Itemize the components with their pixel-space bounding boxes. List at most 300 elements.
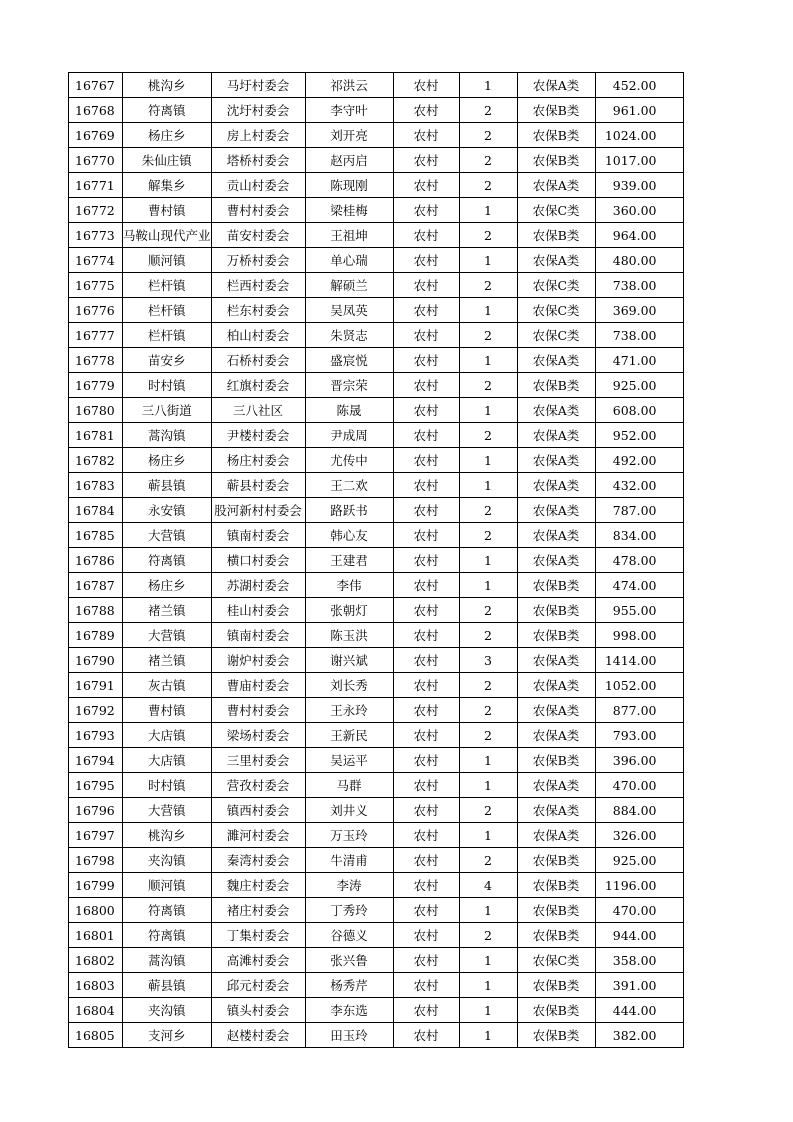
name-cell: 韩心友 bbox=[305, 523, 393, 548]
table-row bbox=[69, 848, 684, 873]
township-cell: 蕲县镇 bbox=[123, 973, 212, 998]
amount-cell: 492.00 bbox=[595, 448, 683, 473]
household-size-cell: 1 bbox=[459, 298, 517, 323]
township-cell: 夹沟镇 bbox=[123, 998, 212, 1023]
record-id-cell: 16797 bbox=[69, 823, 123, 848]
village-committee-cell: 镇西村委会 bbox=[211, 798, 305, 823]
village-committee-cell: 桂山村委会 bbox=[211, 598, 305, 623]
amount-cell: 432.00 bbox=[595, 473, 683, 498]
name-cell: 尤传中 bbox=[305, 448, 393, 473]
household-size-cell: 2 bbox=[459, 598, 517, 623]
table-row bbox=[69, 323, 684, 348]
record-id-cell: 16773 bbox=[69, 223, 123, 248]
table-row bbox=[69, 873, 684, 898]
record-id-cell: 16778 bbox=[69, 348, 123, 373]
amount-cell: 471.00 bbox=[595, 348, 683, 373]
table-row bbox=[69, 973, 684, 998]
record-id-cell: 16785 bbox=[69, 523, 123, 548]
name-cell: 丁秀玲 bbox=[305, 898, 393, 923]
record-id-cell: 16799 bbox=[69, 873, 123, 898]
household-size-cell: 1 bbox=[459, 823, 517, 848]
name-cell: 谷德义 bbox=[305, 923, 393, 948]
village-committee-cell: 濉河村委会 bbox=[211, 823, 305, 848]
household-type-cell: 农村 bbox=[393, 898, 459, 923]
name-cell: 解硕兰 bbox=[305, 273, 393, 298]
village-committee-cell: 股河新村村委会 bbox=[211, 498, 305, 523]
name-cell: 王新民 bbox=[305, 723, 393, 748]
name-cell: 王二欢 bbox=[305, 473, 393, 498]
household-size-cell: 1 bbox=[459, 348, 517, 373]
name-cell: 吴凤英 bbox=[305, 298, 393, 323]
household-size-cell: 2 bbox=[459, 423, 517, 448]
village-committee-cell: 赵楼村委会 bbox=[211, 1023, 305, 1048]
amount-cell: 1024.00 bbox=[595, 123, 683, 148]
insurance-category-cell: 农保C类 bbox=[517, 198, 595, 223]
table-row bbox=[69, 498, 684, 523]
amount-cell: 478.00 bbox=[595, 548, 683, 573]
name-cell: 王建君 bbox=[305, 548, 393, 573]
amount-cell: 326.00 bbox=[595, 823, 683, 848]
village-committee-cell: 镇南村委会 bbox=[211, 523, 305, 548]
household-size-cell: 2 bbox=[459, 923, 517, 948]
household-type-cell: 农村 bbox=[393, 273, 459, 298]
township-cell: 桃沟乡 bbox=[123, 823, 212, 848]
record-id-cell: 16779 bbox=[69, 373, 123, 398]
table-row bbox=[69, 298, 684, 323]
household-type-cell: 农村 bbox=[393, 73, 459, 98]
insurance-category-cell: 农保B类 bbox=[517, 148, 595, 173]
household-type-cell: 农村 bbox=[393, 448, 459, 473]
record-id-cell: 16801 bbox=[69, 923, 123, 948]
township-cell: 永安镇 bbox=[123, 498, 212, 523]
amount-cell: 608.00 bbox=[595, 398, 683, 423]
table-row bbox=[69, 98, 684, 123]
name-cell: 梁桂梅 bbox=[305, 198, 393, 223]
name-cell: 尹成周 bbox=[305, 423, 393, 448]
township-cell: 三八街道 bbox=[123, 398, 212, 423]
amount-cell: 444.00 bbox=[595, 998, 683, 1023]
township-cell: 褚兰镇 bbox=[123, 598, 212, 623]
record-id-cell: 16786 bbox=[69, 548, 123, 573]
township-cell: 符离镇 bbox=[123, 548, 212, 573]
village-committee-cell: 塔桥村委会 bbox=[211, 148, 305, 173]
insurance-category-cell: 农保A类 bbox=[517, 698, 595, 723]
name-cell: 田玉玲 bbox=[305, 1023, 393, 1048]
amount-cell: 964.00 bbox=[595, 223, 683, 248]
insurance-category-cell: 农保B类 bbox=[517, 98, 595, 123]
table-row bbox=[69, 398, 684, 423]
table-row bbox=[69, 73, 684, 98]
village-committee-cell: 栏西村委会 bbox=[211, 273, 305, 298]
name-cell: 牛清甫 bbox=[305, 848, 393, 873]
household-type-cell: 农村 bbox=[393, 423, 459, 448]
record-id-cell: 16790 bbox=[69, 648, 123, 673]
insurance-category-cell: 农保B类 bbox=[517, 223, 595, 248]
household-type-cell: 农村 bbox=[393, 223, 459, 248]
insurance-category-cell: 农保A类 bbox=[517, 498, 595, 523]
amount-cell: 787.00 bbox=[595, 498, 683, 523]
amount-cell: 1196.00 bbox=[595, 873, 683, 898]
household-size-cell: 2 bbox=[459, 173, 517, 198]
household-size-cell: 1 bbox=[459, 1023, 517, 1048]
record-id-cell: 16798 bbox=[69, 848, 123, 873]
township-cell: 栏杆镇 bbox=[123, 298, 212, 323]
table-row bbox=[69, 173, 684, 198]
household-size-cell: 2 bbox=[459, 98, 517, 123]
insurance-category-cell: 农保C类 bbox=[517, 948, 595, 973]
village-committee-cell: 丁集村委会 bbox=[211, 923, 305, 948]
amount-cell: 877.00 bbox=[595, 698, 683, 723]
household-size-cell: 1 bbox=[459, 948, 517, 973]
table-row bbox=[69, 723, 684, 748]
township-cell: 顺河镇 bbox=[123, 873, 212, 898]
record-id-cell: 16776 bbox=[69, 298, 123, 323]
record-id-cell: 16782 bbox=[69, 448, 123, 473]
household-type-cell: 农村 bbox=[393, 198, 459, 223]
amount-cell: 998.00 bbox=[595, 623, 683, 648]
village-committee-cell: 魏庄村委会 bbox=[211, 873, 305, 898]
household-size-cell: 1 bbox=[459, 198, 517, 223]
township-cell: 栏杆镇 bbox=[123, 323, 212, 348]
village-committee-cell: 曹村村委会 bbox=[211, 198, 305, 223]
village-committee-cell: 栏东村委会 bbox=[211, 298, 305, 323]
household-type-cell: 农村 bbox=[393, 723, 459, 748]
household-type-cell: 农村 bbox=[393, 773, 459, 798]
record-id-cell: 16793 bbox=[69, 723, 123, 748]
insurance-category-cell: 农保A类 bbox=[517, 798, 595, 823]
village-committee-cell: 曹村村委会 bbox=[211, 698, 305, 723]
name-cell: 吴运平 bbox=[305, 748, 393, 773]
amount-cell: 358.00 bbox=[595, 948, 683, 973]
household-size-cell: 2 bbox=[459, 123, 517, 148]
amount-cell: 474.00 bbox=[595, 573, 683, 598]
township-cell: 栏杆镇 bbox=[123, 273, 212, 298]
record-id-cell: 16769 bbox=[69, 123, 123, 148]
table-row bbox=[69, 948, 684, 973]
township-cell: 杨庄乡 bbox=[123, 448, 212, 473]
household-type-cell: 农村 bbox=[393, 948, 459, 973]
insurance-category-cell: 农保B类 bbox=[517, 748, 595, 773]
household-size-cell: 2 bbox=[459, 698, 517, 723]
amount-cell: 738.00 bbox=[595, 273, 683, 298]
household-type-cell: 农村 bbox=[393, 173, 459, 198]
village-committee-cell: 高滩村委会 bbox=[211, 948, 305, 973]
village-committee-cell: 杨庄村委会 bbox=[211, 448, 305, 473]
household-type-cell: 农村 bbox=[393, 548, 459, 573]
household-size-cell: 2 bbox=[459, 723, 517, 748]
record-id-cell: 16800 bbox=[69, 898, 123, 923]
name-cell: 单心瑞 bbox=[305, 248, 393, 273]
table-row bbox=[69, 798, 684, 823]
table-row bbox=[69, 698, 684, 723]
household-type-cell: 农村 bbox=[393, 473, 459, 498]
amount-cell: 480.00 bbox=[595, 248, 683, 273]
name-cell: 杨秀芹 bbox=[305, 973, 393, 998]
township-cell: 时村镇 bbox=[123, 373, 212, 398]
record-id-cell: 16791 bbox=[69, 673, 123, 698]
household-type-cell: 农村 bbox=[393, 923, 459, 948]
township-cell: 解集乡 bbox=[123, 173, 212, 198]
insurance-category-cell: 农保A类 bbox=[517, 173, 595, 198]
household-type-cell: 农村 bbox=[393, 148, 459, 173]
name-cell: 王永玲 bbox=[305, 698, 393, 723]
household-size-cell: 1 bbox=[459, 973, 517, 998]
insurance-category-cell: 农保B类 bbox=[517, 873, 595, 898]
insurance-category-cell: 农保B类 bbox=[517, 898, 595, 923]
village-committee-cell: 尹楼村委会 bbox=[211, 423, 305, 448]
amount-cell: 884.00 bbox=[595, 798, 683, 823]
amount-cell: 1414.00 bbox=[595, 648, 683, 673]
amount-cell: 952.00 bbox=[595, 423, 683, 448]
amount-cell: 925.00 bbox=[595, 848, 683, 873]
name-cell: 晋宗荣 bbox=[305, 373, 393, 398]
insurance-category-cell: 农保B类 bbox=[517, 848, 595, 873]
record-id-cell: 16780 bbox=[69, 398, 123, 423]
township-cell: 苗安乡 bbox=[123, 348, 212, 373]
insurance-category-cell: 农保B类 bbox=[517, 623, 595, 648]
table-row bbox=[69, 573, 684, 598]
amount-cell: 470.00 bbox=[595, 773, 683, 798]
table-row bbox=[69, 223, 684, 248]
township-cell: 符离镇 bbox=[123, 923, 212, 948]
household-size-cell: 2 bbox=[459, 498, 517, 523]
village-committee-cell: 褚庄村委会 bbox=[211, 898, 305, 923]
insurance-category-cell: 农保A类 bbox=[517, 523, 595, 548]
household-type-cell: 农村 bbox=[393, 398, 459, 423]
household-size-cell: 2 bbox=[459, 148, 517, 173]
township-cell: 大营镇 bbox=[123, 523, 212, 548]
insurance-category-cell: 农保A类 bbox=[517, 448, 595, 473]
household-type-cell: 农村 bbox=[393, 698, 459, 723]
amount-cell: 1017.00 bbox=[595, 148, 683, 173]
township-cell: 大营镇 bbox=[123, 623, 212, 648]
name-cell: 陈晟 bbox=[305, 398, 393, 423]
village-committee-cell: 邱元村委会 bbox=[211, 973, 305, 998]
table-row bbox=[69, 823, 684, 848]
insurance-category-cell: 农保A类 bbox=[517, 548, 595, 573]
insurance-category-cell: 农保A类 bbox=[517, 648, 595, 673]
record-id-cell: 16777 bbox=[69, 323, 123, 348]
table-row bbox=[69, 923, 684, 948]
record-id-cell: 16770 bbox=[69, 148, 123, 173]
village-committee-cell: 房上村委会 bbox=[211, 123, 305, 148]
household-type-cell: 农村 bbox=[393, 123, 459, 148]
household-size-cell: 1 bbox=[459, 548, 517, 573]
record-id-cell: 16802 bbox=[69, 948, 123, 973]
insurance-category-cell: 农保B类 bbox=[517, 373, 595, 398]
household-type-cell: 农村 bbox=[393, 848, 459, 873]
table-row bbox=[69, 748, 684, 773]
table-body bbox=[69, 73, 684, 1048]
name-cell: 朱贤志 bbox=[305, 323, 393, 348]
township-cell: 蕲县镇 bbox=[123, 473, 212, 498]
record-id-cell: 16781 bbox=[69, 423, 123, 448]
township-cell: 曹村镇 bbox=[123, 198, 212, 223]
insurance-category-cell: 农保A类 bbox=[517, 398, 595, 423]
insurance-category-cell: 农保A类 bbox=[517, 673, 595, 698]
household-type-cell: 农村 bbox=[393, 748, 459, 773]
village-committee-cell: 苏湖村委会 bbox=[211, 573, 305, 598]
table-row bbox=[69, 523, 684, 548]
household-type-cell: 农村 bbox=[393, 823, 459, 848]
household-size-cell: 1 bbox=[459, 773, 517, 798]
name-cell: 李涛 bbox=[305, 873, 393, 898]
table-row bbox=[69, 273, 684, 298]
village-committee-cell: 沈圩村委会 bbox=[211, 98, 305, 123]
household-size-cell: 3 bbox=[459, 648, 517, 673]
record-id-cell: 16784 bbox=[69, 498, 123, 523]
name-cell: 刘开亮 bbox=[305, 123, 393, 148]
township-cell: 时村镇 bbox=[123, 773, 212, 798]
household-size-cell: 2 bbox=[459, 623, 517, 648]
household-type-cell: 农村 bbox=[393, 373, 459, 398]
record-id-cell: 16783 bbox=[69, 473, 123, 498]
household-size-cell: 2 bbox=[459, 223, 517, 248]
name-cell: 赵丙启 bbox=[305, 148, 393, 173]
table-row bbox=[69, 623, 684, 648]
amount-cell: 470.00 bbox=[595, 898, 683, 923]
amount-cell: 793.00 bbox=[595, 723, 683, 748]
record-id-cell: 16767 bbox=[69, 73, 123, 98]
township-cell: 杨庄乡 bbox=[123, 573, 212, 598]
insurance-category-cell: 农保A类 bbox=[517, 723, 595, 748]
household-size-cell: 4 bbox=[459, 873, 517, 898]
record-id-cell: 16772 bbox=[69, 198, 123, 223]
name-cell: 刘井义 bbox=[305, 798, 393, 823]
village-committee-cell: 三八社区 bbox=[211, 398, 305, 423]
name-cell: 刘长秀 bbox=[305, 673, 393, 698]
amount-cell: 360.00 bbox=[595, 198, 683, 223]
village-committee-cell: 镇头村委会 bbox=[211, 998, 305, 1023]
record-id-cell: 16788 bbox=[69, 598, 123, 623]
insurance-category-cell: 农保C类 bbox=[517, 273, 595, 298]
household-size-cell: 1 bbox=[459, 573, 517, 598]
table-row bbox=[69, 998, 684, 1023]
insurance-category-cell: 农保B类 bbox=[517, 573, 595, 598]
record-id-cell: 16805 bbox=[69, 1023, 123, 1048]
amount-cell: 834.00 bbox=[595, 523, 683, 548]
name-cell: 陈玉洪 bbox=[305, 623, 393, 648]
household-type-cell: 农村 bbox=[393, 873, 459, 898]
village-committee-cell: 柏山村委会 bbox=[211, 323, 305, 348]
record-id-cell: 16775 bbox=[69, 273, 123, 298]
insurance-category-cell: 农保B类 bbox=[517, 598, 595, 623]
household-type-cell: 农村 bbox=[393, 598, 459, 623]
township-cell: 曹村镇 bbox=[123, 698, 212, 723]
amount-cell: 738.00 bbox=[595, 323, 683, 348]
township-cell: 蒿沟镇 bbox=[123, 423, 212, 448]
township-cell: 朱仙庄镇 bbox=[123, 148, 212, 173]
household-type-cell: 农村 bbox=[393, 623, 459, 648]
table-row bbox=[69, 898, 684, 923]
village-committee-cell: 曹庙村委会 bbox=[211, 673, 305, 698]
village-committee-cell: 红旗村委会 bbox=[211, 373, 305, 398]
name-cell: 陈现刚 bbox=[305, 173, 393, 198]
household-size-cell: 2 bbox=[459, 798, 517, 823]
township-cell: 大营镇 bbox=[123, 798, 212, 823]
table-row bbox=[69, 123, 684, 148]
name-cell: 路跃书 bbox=[305, 498, 393, 523]
record-id-cell: 16768 bbox=[69, 98, 123, 123]
name-cell: 万玉玲 bbox=[305, 823, 393, 848]
amount-cell: 944.00 bbox=[595, 923, 683, 948]
household-size-cell: 1 bbox=[459, 898, 517, 923]
household-type-cell: 农村 bbox=[393, 798, 459, 823]
record-id-cell: 16795 bbox=[69, 773, 123, 798]
record-id-cell: 16794 bbox=[69, 748, 123, 773]
name-cell: 李守叶 bbox=[305, 98, 393, 123]
insurance-category-cell: 农保A类 bbox=[517, 473, 595, 498]
household-type-cell: 农村 bbox=[393, 498, 459, 523]
table-row bbox=[69, 1023, 684, 1048]
township-cell: 符离镇 bbox=[123, 98, 212, 123]
record-id-cell: 16774 bbox=[69, 248, 123, 273]
table-row bbox=[69, 473, 684, 498]
household-size-cell: 2 bbox=[459, 673, 517, 698]
township-cell: 褚兰镇 bbox=[123, 648, 212, 673]
household-type-cell: 农村 bbox=[393, 573, 459, 598]
name-cell: 张兴鲁 bbox=[305, 948, 393, 973]
household-size-cell: 1 bbox=[459, 473, 517, 498]
insurance-category-cell: 农保A类 bbox=[517, 823, 595, 848]
household-type-cell: 农村 bbox=[393, 648, 459, 673]
township-cell: 符离镇 bbox=[123, 898, 212, 923]
household-size-cell: 1 bbox=[459, 73, 517, 98]
record-id-cell: 16789 bbox=[69, 623, 123, 648]
township-cell: 夹沟镇 bbox=[123, 848, 212, 873]
name-cell: 谢兴斌 bbox=[305, 648, 393, 673]
table-row bbox=[69, 773, 684, 798]
amount-cell: 939.00 bbox=[595, 173, 683, 198]
record-id-cell: 16787 bbox=[69, 573, 123, 598]
table-row bbox=[69, 423, 684, 448]
household-size-cell: 1 bbox=[459, 398, 517, 423]
amount-cell: 391.00 bbox=[595, 973, 683, 998]
household-size-cell: 2 bbox=[459, 373, 517, 398]
village-committee-cell: 马圩村委会 bbox=[211, 73, 305, 98]
household-size-cell: 1 bbox=[459, 748, 517, 773]
table-row bbox=[69, 673, 684, 698]
household-size-cell: 2 bbox=[459, 848, 517, 873]
table-row bbox=[69, 448, 684, 473]
insurance-category-cell: 农保B类 bbox=[517, 973, 595, 998]
township-cell: 灰古镇 bbox=[123, 673, 212, 698]
insurance-category-cell: 农保A类 bbox=[517, 248, 595, 273]
insurance-category-cell: 农保A类 bbox=[517, 73, 595, 98]
amount-cell: 452.00 bbox=[595, 73, 683, 98]
insurance-category-cell: 农保A类 bbox=[517, 423, 595, 448]
household-size-cell: 1 bbox=[459, 448, 517, 473]
household-type-cell: 农村 bbox=[393, 1023, 459, 1048]
relief-roster-table bbox=[68, 72, 684, 1048]
township-cell: 大店镇 bbox=[123, 748, 212, 773]
record-id-cell: 16804 bbox=[69, 998, 123, 1023]
insurance-category-cell: 农保B类 bbox=[517, 998, 595, 1023]
amount-cell: 396.00 bbox=[595, 748, 683, 773]
household-size-cell: 2 bbox=[459, 523, 517, 548]
household-type-cell: 农村 bbox=[393, 673, 459, 698]
table-row bbox=[69, 373, 684, 398]
amount-cell: 369.00 bbox=[595, 298, 683, 323]
village-committee-cell: 秦湾村委会 bbox=[211, 848, 305, 873]
household-type-cell: 农村 bbox=[393, 98, 459, 123]
record-id-cell: 16771 bbox=[69, 173, 123, 198]
table-row bbox=[69, 548, 684, 573]
household-size-cell: 2 bbox=[459, 273, 517, 298]
township-cell: 支河乡 bbox=[123, 1023, 212, 1048]
village-committee-cell: 镇南村委会 bbox=[211, 623, 305, 648]
record-id-cell: 16796 bbox=[69, 798, 123, 823]
